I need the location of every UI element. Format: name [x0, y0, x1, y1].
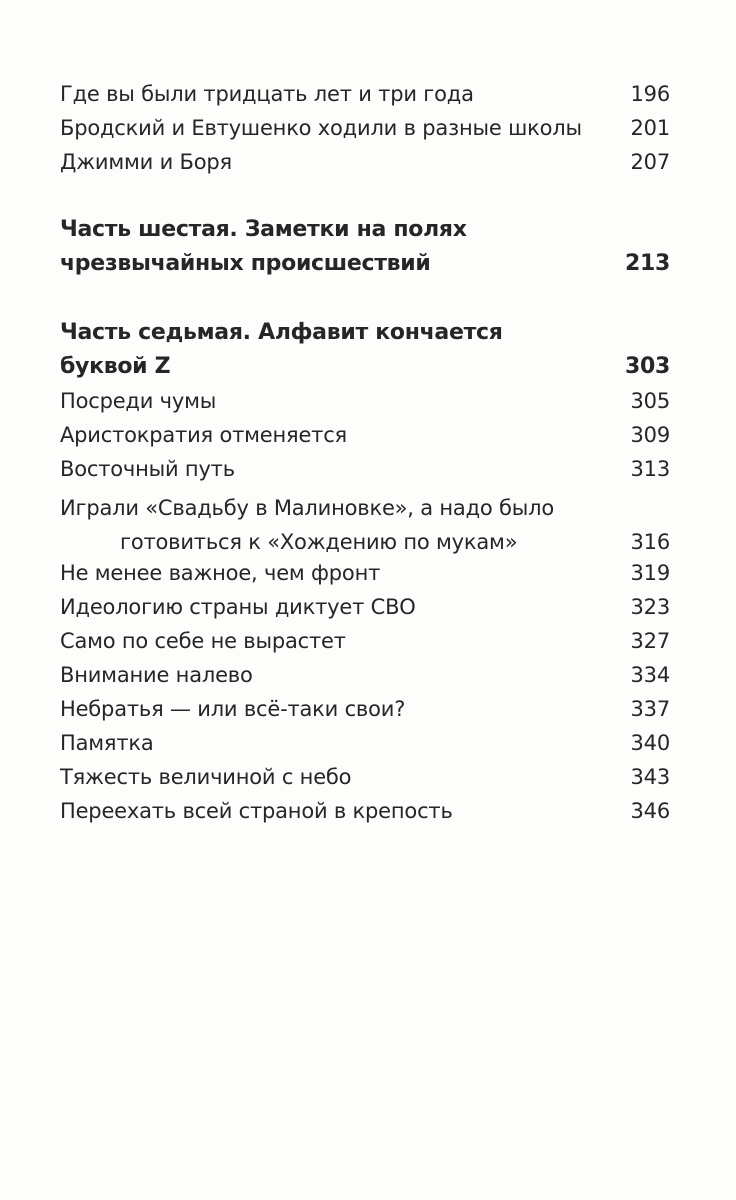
toc-entry-page: 196	[630, 82, 670, 106]
toc-entry-page: 319	[630, 561, 670, 585]
toc-entry-title: Бродский и Евтушенко ходили в разные школы	[60, 116, 582, 140]
toc-part-title-line2: чрезвычайных происшествий	[60, 251, 431, 276]
toc-entry-page: 343	[630, 765, 670, 789]
toc-part-page: 303	[624, 354, 670, 379]
toc-entry-title: Аристократия отменяется	[60, 423, 347, 447]
toc-entry-title: Посреди чумы	[60, 389, 217, 413]
toc-entry	[60, 116, 670, 140]
toc-entry-title: Переехать всей страной в крепость	[60, 799, 453, 823]
toc-entry-page: 305	[630, 389, 670, 413]
toc-part-title-line2: буквой Z	[60, 354, 171, 379]
toc-entry-title: Джимми и Боря	[60, 150, 232, 174]
toc-part-page: 213	[624, 251, 670, 276]
toc-entry	[60, 731, 670, 755]
toc-entry	[60, 765, 670, 789]
toc-entry-page: 346	[630, 799, 670, 823]
toc-part-title-line1: Часть шестая. Заметки на полях	[60, 217, 467, 242]
toc-part-title-line1: Часть седьмая. Алфавит кончается	[60, 320, 503, 345]
toc-entry	[60, 663, 670, 687]
toc-entry-title: Не менее важное, чем фронт	[60, 561, 381, 585]
toc-entry-page: 334	[630, 663, 670, 687]
toc-entry-title-continuation: готовиться к «Хождению по мукам»	[120, 530, 518, 554]
toc-entry-page: 323	[630, 595, 670, 619]
toc-entry	[60, 561, 670, 585]
toc-part-heading	[60, 213, 670, 281]
toc-entry-page: 337	[630, 697, 670, 721]
toc-entry-page: 327	[630, 629, 670, 653]
toc-entry-page: 309	[630, 423, 670, 447]
toc-entry-title: Идеологию страны диктует СВО	[60, 595, 416, 619]
toc-entry-page: 340	[630, 731, 670, 755]
toc-entry-page: 316	[630, 530, 670, 554]
toc-entry-page: 207	[630, 150, 670, 174]
toc-entry	[60, 82, 670, 106]
toc-entry	[60, 457, 670, 481]
toc-entry-title: Играли «Свадьбу в Малиновке», а надо было	[60, 496, 555, 520]
toc-entry-page: 201	[630, 116, 670, 140]
toc-part-heading	[60, 316, 670, 384]
toc-entry-page: 313	[630, 457, 670, 481]
toc-entry-title: Тяжесть величиной с небо	[60, 765, 352, 789]
toc-entry-title: Внимание налево	[60, 663, 253, 687]
toc-entry	[60, 799, 670, 823]
toc-entry-title: Памятка	[60, 731, 154, 755]
toc-entry	[60, 595, 670, 619]
toc-entry	[60, 629, 670, 653]
toc-entry-title: Само по себе не вырастет	[60, 629, 346, 653]
toc-entry-title: Небратья — или всё-таки свои?	[60, 697, 406, 721]
toc-entry-title: Где вы были тридцать лет и три года	[60, 82, 474, 106]
toc-entry	[60, 423, 670, 447]
toc-entry	[60, 697, 670, 721]
toc-entry-title: Восточный путь	[60, 457, 235, 481]
toc-entry	[60, 491, 670, 559]
toc-entry	[60, 150, 670, 174]
toc-entry	[60, 389, 670, 413]
